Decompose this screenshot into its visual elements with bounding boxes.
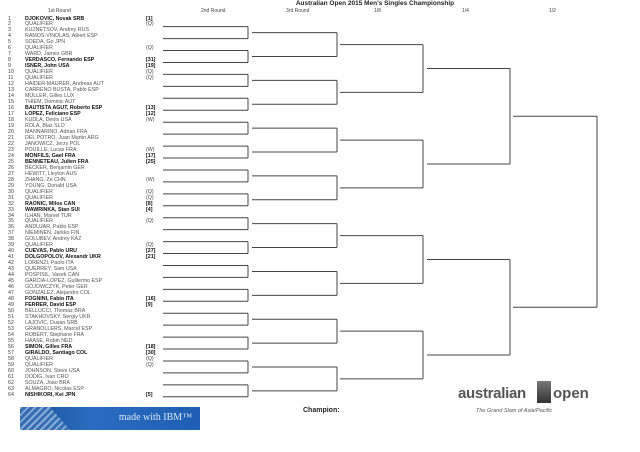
draw-position: 31: [8, 194, 14, 201]
player-name: BENNETEAU, Julien FRA: [25, 158, 89, 165]
draw-position: 29: [8, 182, 14, 189]
seed-label: (Q): [146, 188, 154, 195]
player-name: GONZALEZ, Alejandro COL: [25, 290, 91, 297]
seed-label: [25]: [146, 158, 156, 165]
player-name: THIEM, Dominic AUT: [25, 99, 76, 106]
player-name: BAUTISTA AGUT, Roberto ESP: [25, 105, 103, 112]
draw-position: 42: [8, 260, 14, 267]
player-name: GOJOWCZYK, Peter GER: [25, 284, 88, 291]
seed-label: (W): [146, 176, 155, 183]
player-name: QUALIFIER: [25, 75, 53, 82]
draw-position: 51: [8, 314, 14, 320]
player-name: RAMOS-VINOLAS, Albert ESP: [25, 33, 98, 40]
draw-position: 17: [8, 111, 14, 118]
draw-position: 44: [8, 272, 14, 279]
player-name: QUALIFIER: [25, 218, 53, 225]
player-name: QUALIFIER: [25, 69, 53, 76]
seed-label: [4]: [146, 206, 153, 213]
draw-position: 40: [8, 248, 14, 255]
seed-label: (W): [146, 146, 155, 153]
draw-position: 64: [8, 391, 14, 398]
seed-label: (Q): [146, 361, 154, 368]
player-name: LORENZI, Paolo ITA: [25, 260, 74, 267]
player-name: MANNARINO, Adrian FRA: [25, 128, 88, 135]
draw-position: 63: [8, 385, 14, 392]
draw-position: 54: [8, 331, 14, 338]
australian-open-logo: [458, 381, 618, 421]
round-header-2nd: 2nd Round: [201, 8, 226, 14]
draw-position: 15: [8, 99, 14, 106]
player-name: DEL POTRO, Juan Martin ARG: [25, 134, 99, 141]
seed-label: [18]: [146, 343, 156, 350]
champion-label: Champion:: [303, 407, 340, 414]
player-name: ISNER, John USA: [25, 63, 70, 70]
draw-position: 53: [8, 325, 14, 332]
draw-position: 58: [8, 355, 14, 362]
draw-position: 50: [8, 308, 14, 315]
player-name: VERDASCO, Fernando ESP: [25, 57, 95, 64]
draw-position: 6: [8, 45, 11, 52]
player-name: QUALIFIER: [25, 188, 53, 195]
seed-label: [13]: [146, 105, 156, 112]
player-name: POUILLE, Lucas FRA: [25, 146, 77, 153]
draw-position: 59: [8, 361, 14, 368]
player-name: HAIDER-MAURER, Andreas AUT: [25, 81, 104, 88]
player-silhouette-icon: [537, 381, 551, 403]
draw-position: 28: [8, 176, 14, 183]
player-name: BECKER, Benjamin GER: [25, 164, 85, 171]
draw-position: 48: [8, 296, 14, 303]
seed-label: [31]: [146, 57, 156, 64]
draw-position: 56: [8, 343, 14, 350]
round-header-sf: 1/2: [549, 8, 556, 14]
player-name: MULLER, Gilles LUX: [25, 93, 75, 100]
draw-position: 49: [8, 302, 14, 309]
player-name: KUDLA, Denis USA: [25, 116, 72, 123]
draw-position: 13: [8, 87, 14, 94]
draw-position: 46: [8, 284, 14, 291]
draw-position: 12: [8, 81, 14, 88]
player-name: SIMON, Gilles FRA: [25, 343, 73, 350]
player-name: ZHANG, Ze CHN: [25, 176, 66, 183]
seed-label: [19]: [146, 63, 156, 70]
seed-label: [5]: [146, 391, 153, 398]
player-name: HAASE, Robin NED: [25, 337, 73, 344]
player-name: ROLA, Blaz SLO: [25, 122, 65, 129]
player-name: GOLUBEV, Andrey KAZ: [25, 236, 82, 243]
round-header-r16: 1/8: [374, 8, 381, 14]
draw-position: 9: [8, 63, 11, 70]
seed-label: (Q): [146, 45, 154, 52]
player-name: CARRENO BUSTA, Pablo ESP: [25, 87, 99, 94]
seed-label: (Q): [146, 218, 154, 225]
draw-position: 33: [8, 206, 14, 213]
seed-label: [17]: [146, 152, 156, 159]
player-name: SOUZA, Joao BRA: [25, 379, 71, 386]
player-name: LOPEZ, Feliciano ESP: [25, 111, 81, 118]
draw-position: 34: [8, 212, 14, 219]
draw-position: 10: [8, 69, 14, 76]
player-name: QUALIFIER: [25, 194, 53, 201]
draw-position: 30: [8, 188, 14, 195]
seed-label: [27]: [146, 248, 156, 255]
player-name: QUALIFIER: [25, 355, 53, 362]
draw-position: 55: [8, 337, 14, 344]
draw-position: 36: [8, 224, 14, 231]
draw-position: 57: [8, 349, 14, 356]
player-name: SOEDA, Go JPN: [25, 39, 66, 46]
draw-position: 45: [8, 278, 14, 285]
seed-label: [12]: [146, 111, 156, 118]
seed-label: [9]: [146, 302, 153, 309]
player-name: KUZNETSOV, Andrey RUS: [25, 27, 89, 34]
draw-position: 37: [8, 230, 14, 237]
player-name: NIEMINEN, Jarkko FIN: [25, 230, 80, 237]
draw-position: 25: [8, 158, 14, 165]
round-header-qf: 1/4: [462, 8, 469, 14]
player-name: QUALIFIER: [25, 45, 53, 52]
draw-position: 22: [8, 140, 14, 147]
draw-position: 52: [8, 319, 14, 326]
player-name: CUEVAS, Pablo URU: [25, 248, 77, 255]
player-name: WARD, James GBR: [25, 51, 73, 58]
draw-position: 27: [8, 170, 14, 177]
logo-word-australian: australian: [458, 385, 526, 402]
sponsor-text: made with IBM™: [118, 412, 192, 423]
player-name: DJOKOVIC, Novak SRB: [25, 15, 85, 22]
seed-label: (Q): [146, 242, 154, 249]
player-name: DOLGOPOLOV, Alexandr UKR: [25, 254, 101, 261]
player-name: FERRER, David ESP: [25, 302, 77, 309]
player-name: FOGNINI, Fabio ITA: [25, 296, 74, 303]
draw-position: 24: [8, 152, 14, 159]
player-name: ROBERT, Stephane FRA: [25, 331, 85, 338]
draw-position: 1: [8, 15, 11, 22]
player-name: BELLUCCI, Thomaz BRA: [25, 308, 86, 315]
player-name: JANOWICZ, Jerzy POL: [25, 140, 81, 147]
draw-position: 4: [8, 33, 11, 40]
player-name: ANDUJAR, Pablo ESP: [25, 224, 79, 231]
draw-position: 8: [8, 57, 11, 64]
player-name: QUALIFIER: [25, 361, 53, 368]
draw-position: 7: [8, 51, 11, 58]
draw-position: 20: [8, 128, 14, 135]
draw-position: 62: [8, 379, 14, 386]
draw-position: 14: [8, 93, 14, 100]
draw-position: 47: [8, 290, 14, 297]
draw-position: 39: [8, 242, 14, 249]
player-name: QUALIFIER: [25, 21, 53, 28]
page-title: Australian Open 2015 Men's Singles Championship: [295, 0, 455, 7]
draw-position: 35: [8, 218, 14, 225]
seed-label: (Q): [146, 75, 154, 82]
player-name: WAWRINKA, Stan SUI: [25, 206, 80, 213]
logo-tagline: The Grand Slam of Asia/Pacific: [476, 408, 553, 414]
draw-position: 60: [8, 367, 14, 374]
player-name: STAKHOVSKY, Sergiy UKR: [25, 314, 91, 320]
seed-label: (Q): [146, 69, 154, 76]
draw-position: 18: [8, 116, 14, 123]
seed-label: [1]: [146, 15, 153, 22]
draw-position: 41: [8, 254, 14, 261]
player-name: GIRALDO, Santiago COL: [25, 349, 88, 356]
player-name: DODIG, Ivan CRO: [25, 373, 69, 380]
seed-label: [30]: [146, 349, 156, 356]
player-name: GARCIA-LOPEZ, Guillermo ESP: [25, 278, 103, 285]
player-name: GRANOLLERS, Marcel ESP: [25, 325, 93, 332]
player-name: QUERREY, Sam USA: [25, 266, 77, 273]
banner-stripes-graphic: [20, 407, 70, 430]
seed-label: (Q): [146, 194, 154, 201]
draw-position: 38: [8, 236, 14, 243]
draw-position: 16: [8, 105, 14, 112]
seed-label: [21]: [146, 254, 156, 261]
draw-position: 11: [8, 75, 14, 82]
player-name: RAONIC, Milos CAN: [25, 200, 76, 207]
round-header-1st: 1st Round: [48, 8, 71, 14]
draw-position: 43: [8, 266, 14, 273]
seed-label: (Q): [146, 21, 154, 28]
player-name: POSPISIL, Vasek CAN: [25, 272, 80, 279]
seed-label: [16]: [146, 296, 156, 303]
draw-position: 3: [8, 27, 11, 34]
player-name: HEWITT, Lleyton AUS: [25, 170, 77, 177]
player-name: QUALIFIER: [25, 242, 53, 249]
draw-position: 26: [8, 164, 14, 171]
ibm-banner: [20, 407, 200, 430]
draw-position: 61: [8, 373, 14, 380]
round-header-3rd: 3rd Round: [286, 8, 310, 14]
draw-position: 19: [8, 122, 14, 129]
logo-word-open: open: [553, 385, 589, 402]
player-name: YOUNG, Donald USA: [25, 182, 77, 189]
draw-position: 5: [8, 39, 11, 46]
draw-position: 21: [8, 134, 14, 141]
draw-position: 23: [8, 146, 14, 153]
player-name: NISHIKORI, Kei JPN: [25, 391, 76, 398]
player-name: ILHAN, Marsel TUR: [25, 212, 72, 219]
seed-label: (Q): [146, 355, 154, 362]
seed-label: [8]: [146, 200, 153, 207]
draw-position: 2: [8, 21, 11, 28]
seed-label: (W): [146, 116, 155, 123]
player-name: ALMAGRO, Nicolas ESP: [25, 385, 84, 392]
draw-position: 32: [8, 200, 14, 207]
player-name: JOHNSON, Steve USA: [25, 367, 80, 374]
player-name: MONFILS, Gael FRA: [25, 152, 76, 159]
player-name: LAJOVIC, Dusan SRB: [25, 319, 78, 326]
